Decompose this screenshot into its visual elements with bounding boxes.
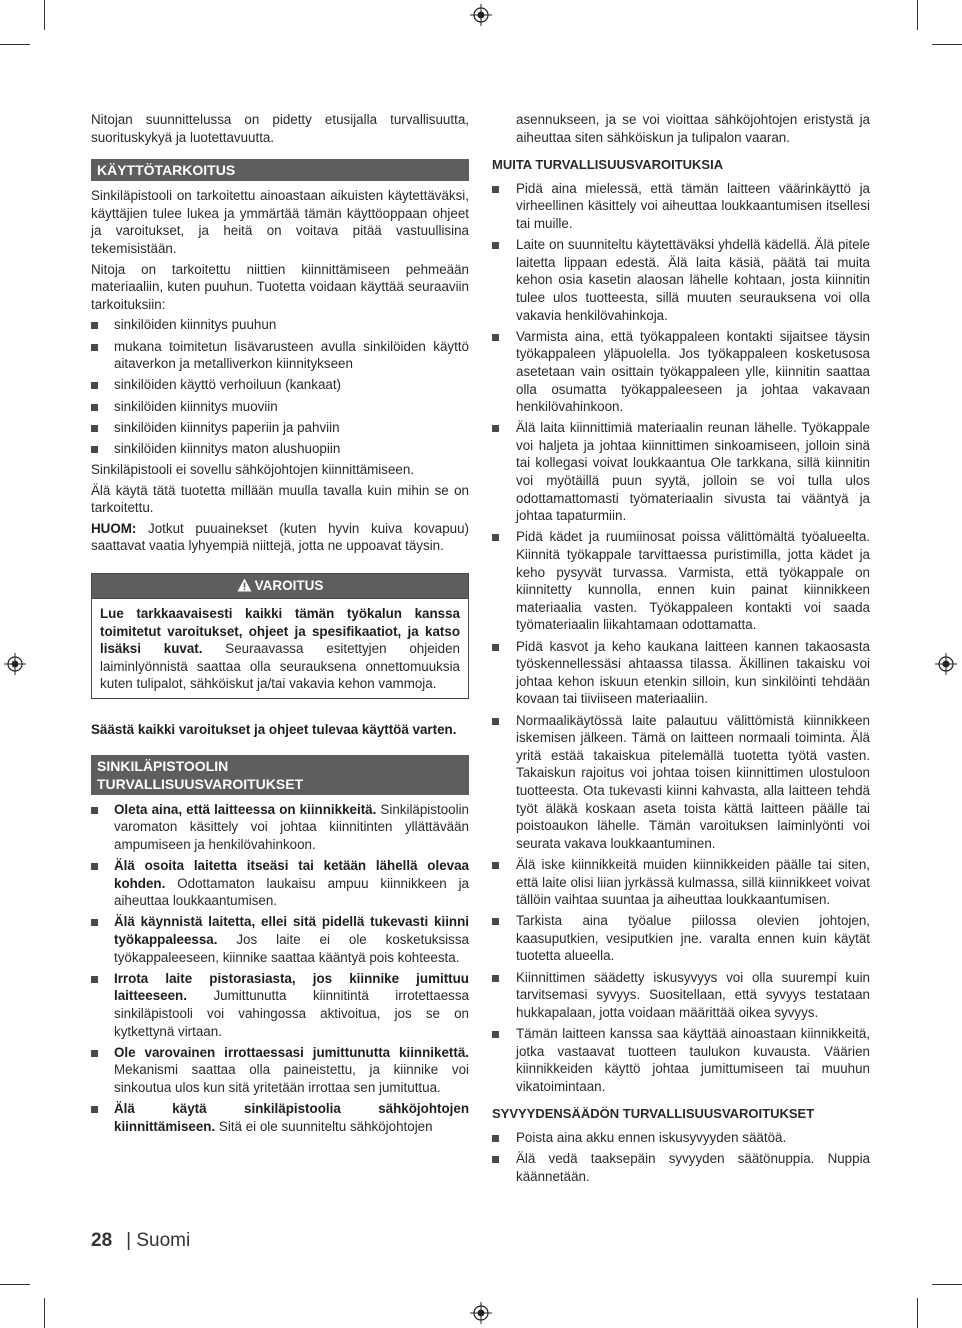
list-item [91, 857, 469, 910]
left-column [91, 111, 469, 1139]
list-item: Pidä kädet ja ruumiinosat poissa välittömältä työalueelta. Kiinnitä työkappale tarvittaessa puristimilla, jotta kädet ja keho pysyvät turvassa. Varmista, että työkappale on kiinnitetty kunnolla, ennen kuin painat kiinnikkeen materiaalia vasten. Työkappaleen kontakti voi saada työmateriaalin liikahtamaan odottamatta. [492, 528, 870, 634]
list-item: Tarkista aina työalue piilossa olevien johtojen, kaasuputkien, vesiputkien jne. varalta ennen kuin käytät tuotetta alueella. [492, 912, 870, 965]
warning-body [92, 599, 468, 698]
warning-text: Seuraavassa esitettyjen ohjeiden laiminlyönnistä saattaa olla seurauksena onnettomuuksia kuten tulipalot, sähköiskut ja/tai vakavia kehon vammoja. [100, 641, 460, 692]
list-item: sinkilöiden kiinnitys maton alushuopiin [91, 440, 469, 458]
list-item: Älä laita kiinnittimiä materiaalin reunan lähelle. Työkappale voi haljeta ja johtaa kiinnittimen sinkoamiseen, jolloin sinä tai kollegasi voivat loukkaantua Ole tarkkana, sillä kiinnitin voi myötäillä puun syytä, jolloin se voi tulla ulos odottamattomasti työmateriaalin sivusta tai vääntyä ja johtaa tapaturmiin. [492, 419, 870, 525]
list-item [91, 1044, 469, 1097]
purpose-paragraph: Sinkiläpistooli on tarkoitettu ainoastaan aikuisten käytettäväksi, käyttäjien tulee lukea ja ymmärtää tämän käyttöoppaan ohjeet ja varoitukset, ja heitä on voitava pitää vastuullisina tekemisistään. [91, 188, 469, 256]
note-label: HUOM: [91, 520, 137, 536]
save-instructions-text: Säästä kaikki varoitukset ja ohjeet tulevaa käyttöä varten. [91, 722, 457, 737]
item-bold: Älä osoita laitetta itseäsi tai ketään lähellä olevaa kohden. [114, 857, 469, 891]
item-text: Jumittunutta kiinnitintä irrotettaessa sinkiläpistooli voi vahingossa aktivoitua, jos se on kytkettynä virtaan. [114, 988, 469, 1039]
list-item: Poista aina akku ennen iskusyvyyden säätöä. [492, 1129, 870, 1147]
crop-mark [0, 1284, 30, 1285]
safety-heading-line: SINKILÄPISTOOLIN [97, 757, 229, 774]
registration-mark-icon [935, 653, 957, 675]
list-item: mukana toimitetun lisävarusteen avulla sinkilöiden käyttö aitaverkon ja metalliverkon kiinnitykseen [91, 338, 469, 373]
page-footer [91, 1230, 190, 1252]
registration-mark-icon [470, 4, 492, 26]
crop-mark [917, 0, 918, 30]
item-bold: Ole varovainen irrottaessasi jumittunutta kiinnikettä. [114, 1044, 469, 1060]
item-text: Mekanismi saattaa olla paineistettu, ja kiinnike voi sinkoutua ulos kun sitä yritetään irrottaa sen jumituttua. [114, 1062, 469, 1095]
warning-triangle-icon [237, 578, 252, 592]
item-text: Jos laite ei ole kosketuksissa työkappaleeseen, kiinnike saattaa kääntyä pois kohteesta. [114, 931, 469, 965]
note-paragraph [91, 520, 469, 555]
warning-title: VAROITUS [254, 578, 324, 594]
crop-mark [44, 0, 45, 30]
list-item: Kiinnittimen säädetty iskusyvyys voi olla suurempi kuin tarvitsemasi syvyys. Suositellaan, että syvyys testataan hukkapalaan, jotta voidaan määrittää oikea syvyys. [492, 969, 870, 1022]
list-item: sinkilöiden kiinnitys paperiin ja pahviin [91, 419, 469, 437]
list-item: Älä vedä taaksepäin syvyyden säätönuppia. Nuppia käännetään. [492, 1150, 870, 1185]
intro-paragraph: Nitojan suunnittelussa on pidetty etusijalla turvallisuutta, suorituskykyä ja luotettavuutta. [91, 112, 469, 145]
list-item: Pidä aina mielessä, että tämän laitteen väärinkäyttö ja virheellinen käsittely voi aiheuttaa loukkaantumisen itsellesi tai muille. [492, 180, 870, 233]
list-item [91, 801, 469, 854]
continuation-paragraph: asennukseen, ja se voi vioittaa sähköjohtojen eristystä ja aiheuttaa siten sähköiskun ja tulipalon vaaran. [516, 112, 870, 145]
safety-heading [91, 755, 469, 795]
crop-mark [932, 44, 962, 45]
warning-box [91, 573, 469, 699]
item-bold: Irrota laite pistorasiasta, jos kiinnike jumittuu laitteeseen. [114, 970, 469, 1004]
list-item [91, 913, 469, 966]
right-column [492, 111, 870, 1189]
other-warnings-list [492, 180, 870, 1096]
list-item: Älä iske kiinnikkeitä muiden kiinnikkeiden päälle tai siten, että laite olisi liian jyrkässä kulmassa, sillä kiinnikkeet voivat tällöin vaihtaa suuntaa ja aiheuttaa loukkaantumisen. [492, 856, 870, 909]
registration-mark-icon [470, 1302, 492, 1324]
item-text: Odottamaton laukaisu ampuu kiinnikkeen ja aiheuttaa loukkaantumisen. [114, 875, 469, 909]
save-instructions [91, 721, 469, 739]
purpose-paragraph: Nitoja on tarkoitettu niittien kiinnittämiseen pehmeään materiaaliin, kuten puuhun. Tuotetta voidaan käyttää seuraaviin tarkoituksiin: [91, 261, 469, 312]
list-item: Varmista aina, että työkappaleen kontakti sijaitsee täysin työkappaleen yläpuolella. Jos työkappaleen kosketusosa asetetaan vain osittain työkappaleen ylle, kiinnitin saattaa olla osumatta työkappaleeseen ja johtaa vakavaan henkilövahinkoon. [492, 328, 870, 416]
depth-warnings-heading: SYVYYDENSÄÄDÖN TURVALLISUUSVAROITUKSET [492, 1106, 815, 1122]
item-text: Sitä ei ole suunniteltu sähköjohtojen [215, 1118, 433, 1134]
other-use-paragraph: Älä käytä tätä tuotetta millään muulla tavalla kuin mihin se on tarkoitettu. [91, 482, 469, 516]
crop-mark [932, 1284, 962, 1285]
crop-mark [44, 1298, 45, 1328]
note-text: Jotkut puuainekset (kuten hyvin kuiva kovapuu) saattavat vaatia lyhyempiä niittejä, jotta ne uppoavat täysin. [91, 520, 469, 554]
item-text: Sinkiläpistoolin varomaton käsittely voi johtaa kiinnitinten yllättävään ampumiseen ja henkilövahinkoon. [114, 801, 469, 852]
crop-mark [0, 44, 30, 45]
list-item: Laite on suunniteltu käytettäväksi yhdellä kädellä. Älä pitele laitetta lippaan edestä. Älä laita käsiä, päätä tai muita kehon osia kasetin alaosan lähelle kohtaan, josta kiinnitin tulee ulos tuotteesta, sillä muuten seurauksena voi olla vakavia henkilövahinkoja. [492, 236, 870, 324]
list-item [91, 1100, 469, 1135]
safety-list [91, 801, 469, 1136]
list-item: Tämän laitteen kanssa saa käyttää ainoastaan kiinnikkeitä, jotka vastaavat tuotteen taulukon kuvausta. Väärien kiinnikkeiden käyttö johtaa jumittumiseen tai muuhun vikatoimintaan. [492, 1025, 870, 1095]
not-suited-paragraph: Sinkiläpistooli ei sovellu sähköjohtojen kiinnittämiseen. [91, 462, 415, 478]
registration-mark-icon [4, 653, 26, 675]
list-item: Pidä kasvot ja keho kaukana laitteen kannen takaosasta työskennellessäsi ahtaassa tilassa. Äkillinen takaisku voi johtaa kehon iskuun etenkin silloin, kun sinkilöinti tehdään kovaan tai tiiviiseen materiaaliin. [492, 638, 870, 708]
list-item [91, 970, 469, 1040]
item-bold: Oleta aina, että laitteessa on kiinnikkeitä. [114, 801, 377, 817]
list-item: Normaalikäytössä laite palautuu välittömistä kiinnikkeen iskemisen jälkeen. Tämä on laitteen normaali toiminta. Älä yritä estää takaiskua pitelemällä tuotetta työtä vasten. Takaiskun rajoitus voi johtaa toisen kiinnittimen ulostuloon tuotteesta. Ota tukevasti kiinni kahvasta, alla laitteen tehdä työt äläkä koskaan aseta toista kättä laitteen päälle tai poistoaukon lähelle. Tämän varoituksen laiminlyönti voi seurata vakava loukkaantuminen. [492, 712, 870, 853]
warning-bold-text: Lue tarkkaavaisesti kaikki tämän työkalun kanssa toimitetut varoitukset, ohjeet ja spesifikaatiot, ja katso lisäksi kuvat. [100, 606, 460, 657]
safety-heading-line: TURVALLISUUSVAROITUKSET [97, 775, 304, 792]
page-number: 28 [91, 1230, 113, 1251]
list-item: sinkilöiden käyttö verhoiluun (kankaat) [91, 376, 469, 394]
warning-header [92, 574, 468, 599]
item-bold: Älä käytä sinkiläpistoolia sähköjohtojen kiinnittämiseen. [114, 1101, 469, 1134]
crop-mark [917, 1298, 918, 1328]
other-warnings-heading: MUITA TURVALLISUUSVAROITUKSIA [492, 157, 724, 173]
depth-warnings-list [492, 1129, 870, 1185]
purpose-heading: KÄYTTÖTARKOITUS [91, 159, 469, 181]
item-bold: Älä käynnistä laitetta, ellei sitä pidellä tukevasti kiinni työkappaleessa. [114, 914, 469, 947]
uses-list [91, 316, 469, 457]
language-label: | Suomi [126, 1230, 191, 1251]
list-item: sinkilöiden kiinnitys muoviin [91, 398, 469, 416]
list-item: sinkilöiden kiinnitys puuhun [91, 316, 469, 334]
